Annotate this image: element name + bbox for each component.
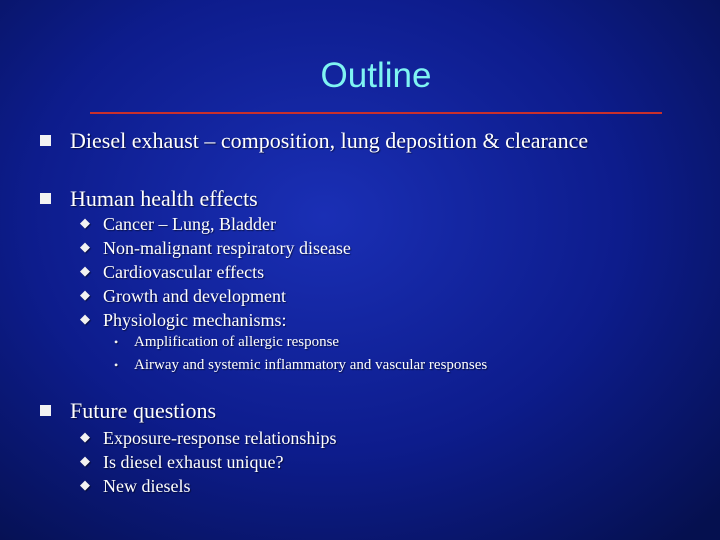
diamond-bullet-icon: ◆ <box>80 454 90 469</box>
sub-bullet-text: Growth and development <box>103 286 286 306</box>
diamond-bullet-icon: ◆ <box>80 264 90 279</box>
diamond-bullet-icon: ◆ <box>80 312 90 327</box>
sub-bullet-text: Non-malignant respiratory disease <box>103 238 351 258</box>
dot-bullet-icon: • <box>114 358 119 372</box>
dot-bullet-icon: • <box>114 335 119 349</box>
diamond-bullet-icon: ◆ <box>80 430 90 445</box>
sub-bullet-text: New diesels <box>103 476 191 496</box>
sub-sub-bullet-text: Amplification of allergic response <box>134 334 340 350</box>
sub-sub-bullet-text: Airway and systemic inflammatory and vascular responses <box>134 357 488 373</box>
sub-bullet-text: Cancer – Lung, Bladder <box>103 214 276 234</box>
square-bullet-icon <box>40 405 51 416</box>
diamond-bullet-icon: ◆ <box>80 240 90 255</box>
square-bullet-icon <box>40 135 51 146</box>
diamond-bullet-icon: ◆ <box>80 216 90 231</box>
sub-bullet-text: Is diesel exhaust unique? <box>103 452 284 472</box>
bullet-text: Future questions <box>70 398 217 423</box>
diamond-bullet-icon: ◆ <box>80 478 90 493</box>
bullet-text: Human health effects <box>70 186 258 211</box>
title-divider <box>90 112 662 114</box>
sub-bullet-text: Exposure-response relationships <box>103 428 337 448</box>
bullet-text: Diesel exhaust – composition, lung deposition & clearance <box>70 128 589 153</box>
sub-bullet-text: Cardiovascular effects <box>103 262 265 282</box>
sub-bullet-text: Physiologic mechanisms: <box>103 310 287 330</box>
slide-title: Outline <box>320 56 432 95</box>
diamond-bullet-icon: ◆ <box>80 288 90 303</box>
square-bullet-icon <box>40 193 51 204</box>
